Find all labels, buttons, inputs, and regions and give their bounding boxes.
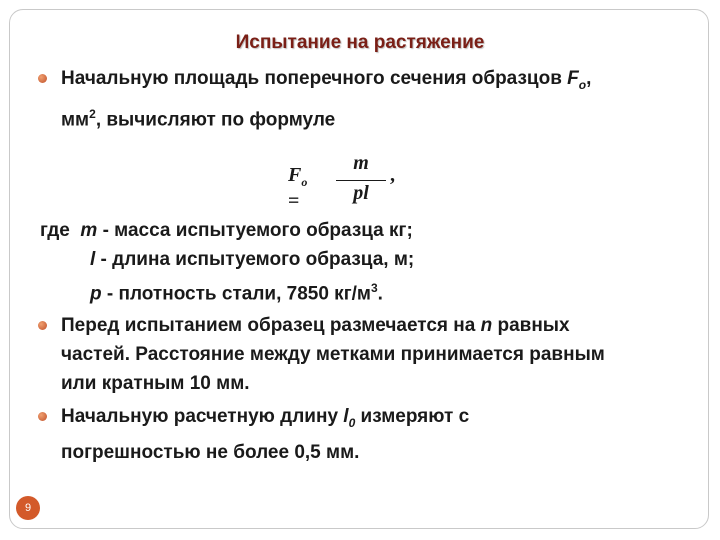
formula-denominator: pl <box>353 182 369 204</box>
bullet-text: Перед испытанием образец размечается на n равных частей. Расстояние между метками принимается равным или кратным 10 мм. <box>61 315 605 394</box>
definition-m: где m - масса испытуемого образца кг; <box>40 220 413 241</box>
definition-p: p - плотность стали, 7850 $кг/м^3$. <box>90 281 383 305</box>
symbol-F: F <box>567 68 579 89</box>
fraction-bar <box>336 180 386 181</box>
bullet-icon <box>38 74 47 83</box>
page-number-badge: 9 <box>16 496 40 520</box>
slide-title: Испытание на растяжение <box>235 32 485 53</box>
bullet-icon <box>38 412 47 421</box>
bullet-text: Начальную расчетную длину $l_0$ измеряют с погрешностью не более 0,5 мм. <box>61 406 470 463</box>
formula-lhs: $F_o$ = <box>288 164 308 212</box>
bullet-icon <box>38 321 47 330</box>
bullet-text: Начальную площадь поперечного сечения образцов $F_o$, $мм^2$, вычисляют по формуле <box>61 68 592 131</box>
formula-numerator: m <box>353 152 369 174</box>
definition-l: l - длина испытуемого образца, м; <box>90 249 415 270</box>
